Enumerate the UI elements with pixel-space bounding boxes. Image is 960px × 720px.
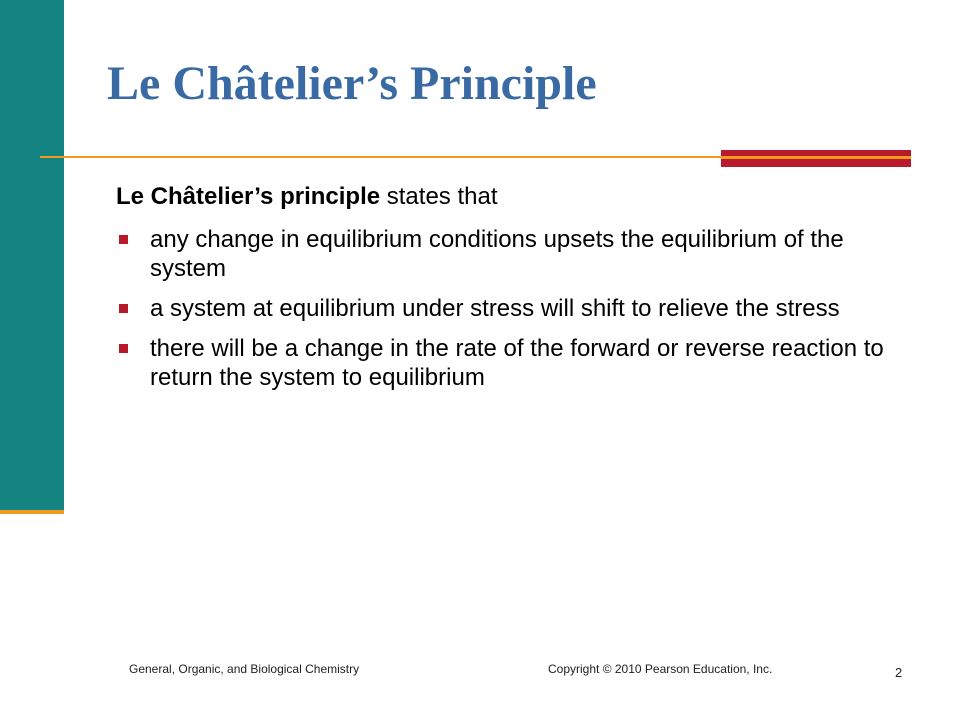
bullet-text: a system at equilibrium under stress will shift to relieve the stress xyxy=(150,295,840,322)
lead-sentence xyxy=(116,182,916,211)
footer-course: General, Organic, and Biological Chemistry xyxy=(129,662,360,676)
list-item xyxy=(116,334,916,392)
title-divider-accent-line xyxy=(721,156,911,159)
footer-copyright: Copyright © 2010 Pearson Education, Inc. xyxy=(548,662,773,676)
list-item xyxy=(116,294,916,323)
lead-rest: states that xyxy=(380,183,498,210)
slide-title: Le Châtelier’s Principle xyxy=(107,57,597,110)
slide-number: 2 xyxy=(895,665,903,680)
slide-body xyxy=(116,182,916,403)
bullet-text: there will be a change in the rate of the forward or reverse reaction to return the system to equilibrium xyxy=(150,335,884,391)
square-bullet-icon xyxy=(119,235,128,244)
accent-bar-underline xyxy=(0,510,64,514)
bullet-text: any change in equilibrium conditions upsets the equilibrium of the system xyxy=(150,226,844,282)
square-bullet-icon xyxy=(119,344,128,353)
lead-term: Le Châtelier’s principle xyxy=(116,183,381,210)
bullet-list xyxy=(116,225,916,392)
list-item xyxy=(116,225,916,283)
left-accent-bar xyxy=(0,0,64,512)
square-bullet-icon xyxy=(119,304,128,313)
